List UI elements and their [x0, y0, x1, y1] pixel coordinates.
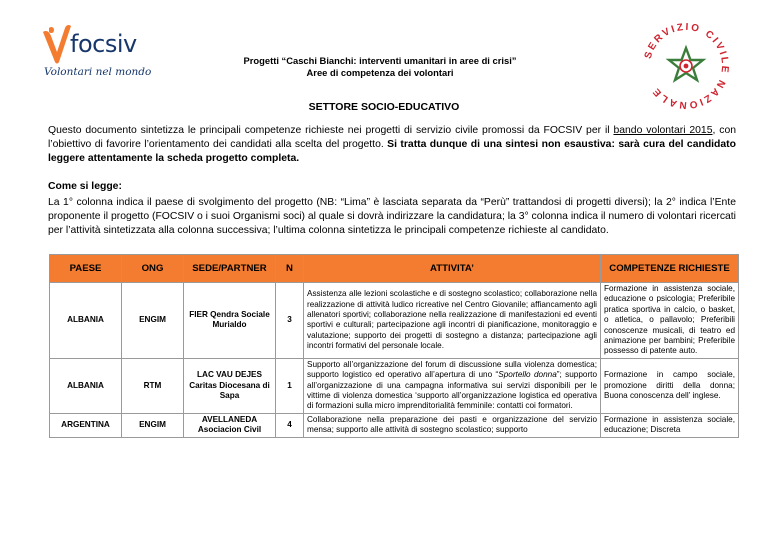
intro-text-cont: , con l’obiettivo di favorire l’orientamento dei candidati alla scelta del progetto.	[48, 125, 737, 150]
cell-n: 4	[276, 413, 304, 437]
cell-attivita: Supporto all’organizzazione del forum di discussione sulla violenza domestica; supporto logistico ed operativo all’apertura di uno “Sportello donna”; supporto all’organizzazione di una campagna informativa sui servizi disponibili per le vittime di violenza domestica ‘supporto all’organizzazione logistica ed operativa di formazioni sulla micro imprenditorialità femminile: contatti coi formatori.	[304, 358, 601, 413]
cell-paese: ALBANIA	[50, 283, 122, 359]
table-row	[50, 283, 739, 359]
col-header-n: N	[276, 255, 304, 283]
col-header-sede: SEDE/PARTNER	[184, 255, 276, 283]
focsiv-v-mark-icon	[40, 22, 74, 66]
cell-paese: ALBANIA	[50, 358, 122, 413]
cell-n: 1	[276, 358, 304, 413]
star-icon	[669, 48, 703, 80]
cell-sede: LAC VAU DEJES Caritas Diocesana di Sapa	[184, 358, 276, 413]
cell-sede: AVELLANEDA Asociacion Civil	[184, 413, 276, 437]
servizio-civile-emblem	[638, 18, 734, 114]
table-row	[50, 413, 739, 437]
cell-paese: ARGENTINA	[50, 413, 122, 437]
col-header-attivita: ATTIVITA’	[304, 255, 601, 283]
emblem-ring-text: SERVIZIO CIVILE NAZIONALE	[642, 21, 731, 111]
cell-competenze: Formazione in assistenza sociale, educazione; Discreta	[601, 413, 739, 437]
cell-ong: ENGIM	[122, 283, 184, 359]
sportello-donna-em: Sportello donna	[498, 370, 557, 380]
cell-attivita: Collaborazione nella preparazione dei pasti e organizzazione del servizio mensa; supporto alle attività di sostegno scolastico; supporto	[304, 413, 601, 437]
intro-disclaimer: Si tratta dunque di una sintesi non esaustiva: sarà cura del candidato leggere attentamente la scheda progetto completa.	[48, 139, 736, 164]
intro-paragraph	[48, 124, 736, 166]
cell-competenze: Formazione in campo sociale, promozione diritti della donna; Buona conoscenza dell’ inglese.	[601, 358, 739, 413]
intro-text: Questo documento sintetizza le principali competenze richieste nei progetti di servizio civile promossi da FOCSIV per il	[48, 125, 614, 136]
sector-title: SETTORE SOCIO-EDUCATIVO	[308, 101, 460, 113]
col-header-ong: ONG	[122, 255, 184, 283]
cell-sede: FIER Qendra Sociale Murialdo	[184, 283, 276, 359]
project-title: Progetti “Caschi Bianchi: interventi umanitari in aree di crisi”	[243, 55, 517, 66]
cell-ong: ENGIM	[122, 413, 184, 437]
cell-ong: RTM	[122, 358, 184, 413]
col-header-competenze: COMPETENZE RICHIESTE	[601, 255, 739, 283]
bando-link[interactable]: bando volontari 2015	[613, 125, 713, 136]
howto-paragraph: La 1° colonna indica il paese di svolgimento del progetto (NB: “Lima” è lasciata separata da “Perù” trattandosi di progetti diversi); la 2° indica l’Ente proponente il progetto (FOCSIV o i suoi Organismi soci) al quale si dovrà indirizzare la candidatura; la 3° colonna indica il numero di volontari ricercati per l’attività sintetizzata alla colonna successiva; l’ultima colonna sintetizza le principali competenze richieste al candidato.	[48, 197, 736, 236]
projects-table	[49, 254, 739, 438]
focsiv-tagline: Volontari nel mondo	[44, 66, 152, 78]
col-header-paese: PAESE	[50, 255, 122, 283]
cell-attivita: Assistenza alle lezioni scolastiche e di sostegno scolastico; collaborazione nella realizzazione di attività ludico ricreative nel Centro Giovanile; affiancamento agli allenatori sportivi; collaborazione nella realizzazione di manifestazioni ed eventi sportivi e culturali; partecipazione agli incontri di pianificazione, monitoraggio e valutazione; supporto dei progetti di sostegno a distanza; partecipazione agli incontri formativi del personale locale.	[304, 283, 601, 359]
table-header-row	[50, 255, 739, 283]
table-row	[50, 358, 739, 413]
document-subtitle: Aree di competenza dei volontari	[306, 67, 454, 78]
cell-n: 3	[276, 283, 304, 359]
howto-title: Come si legge:	[48, 181, 122, 192]
document-header	[180, 55, 580, 79]
cell-competenze: Formazione in assistenza sociale, educazione o psicologia; Preferibile pratica sportiva in calcio, o basket, o atletica, o pallavolo; Preferibili conoscenze musicali, di teatro ed animazione per bambini; Preferibile possesso di patente auto.	[601, 283, 739, 359]
focsiv-brand-text: focsiv	[70, 30, 137, 58]
focsiv-logo	[40, 22, 160, 84]
